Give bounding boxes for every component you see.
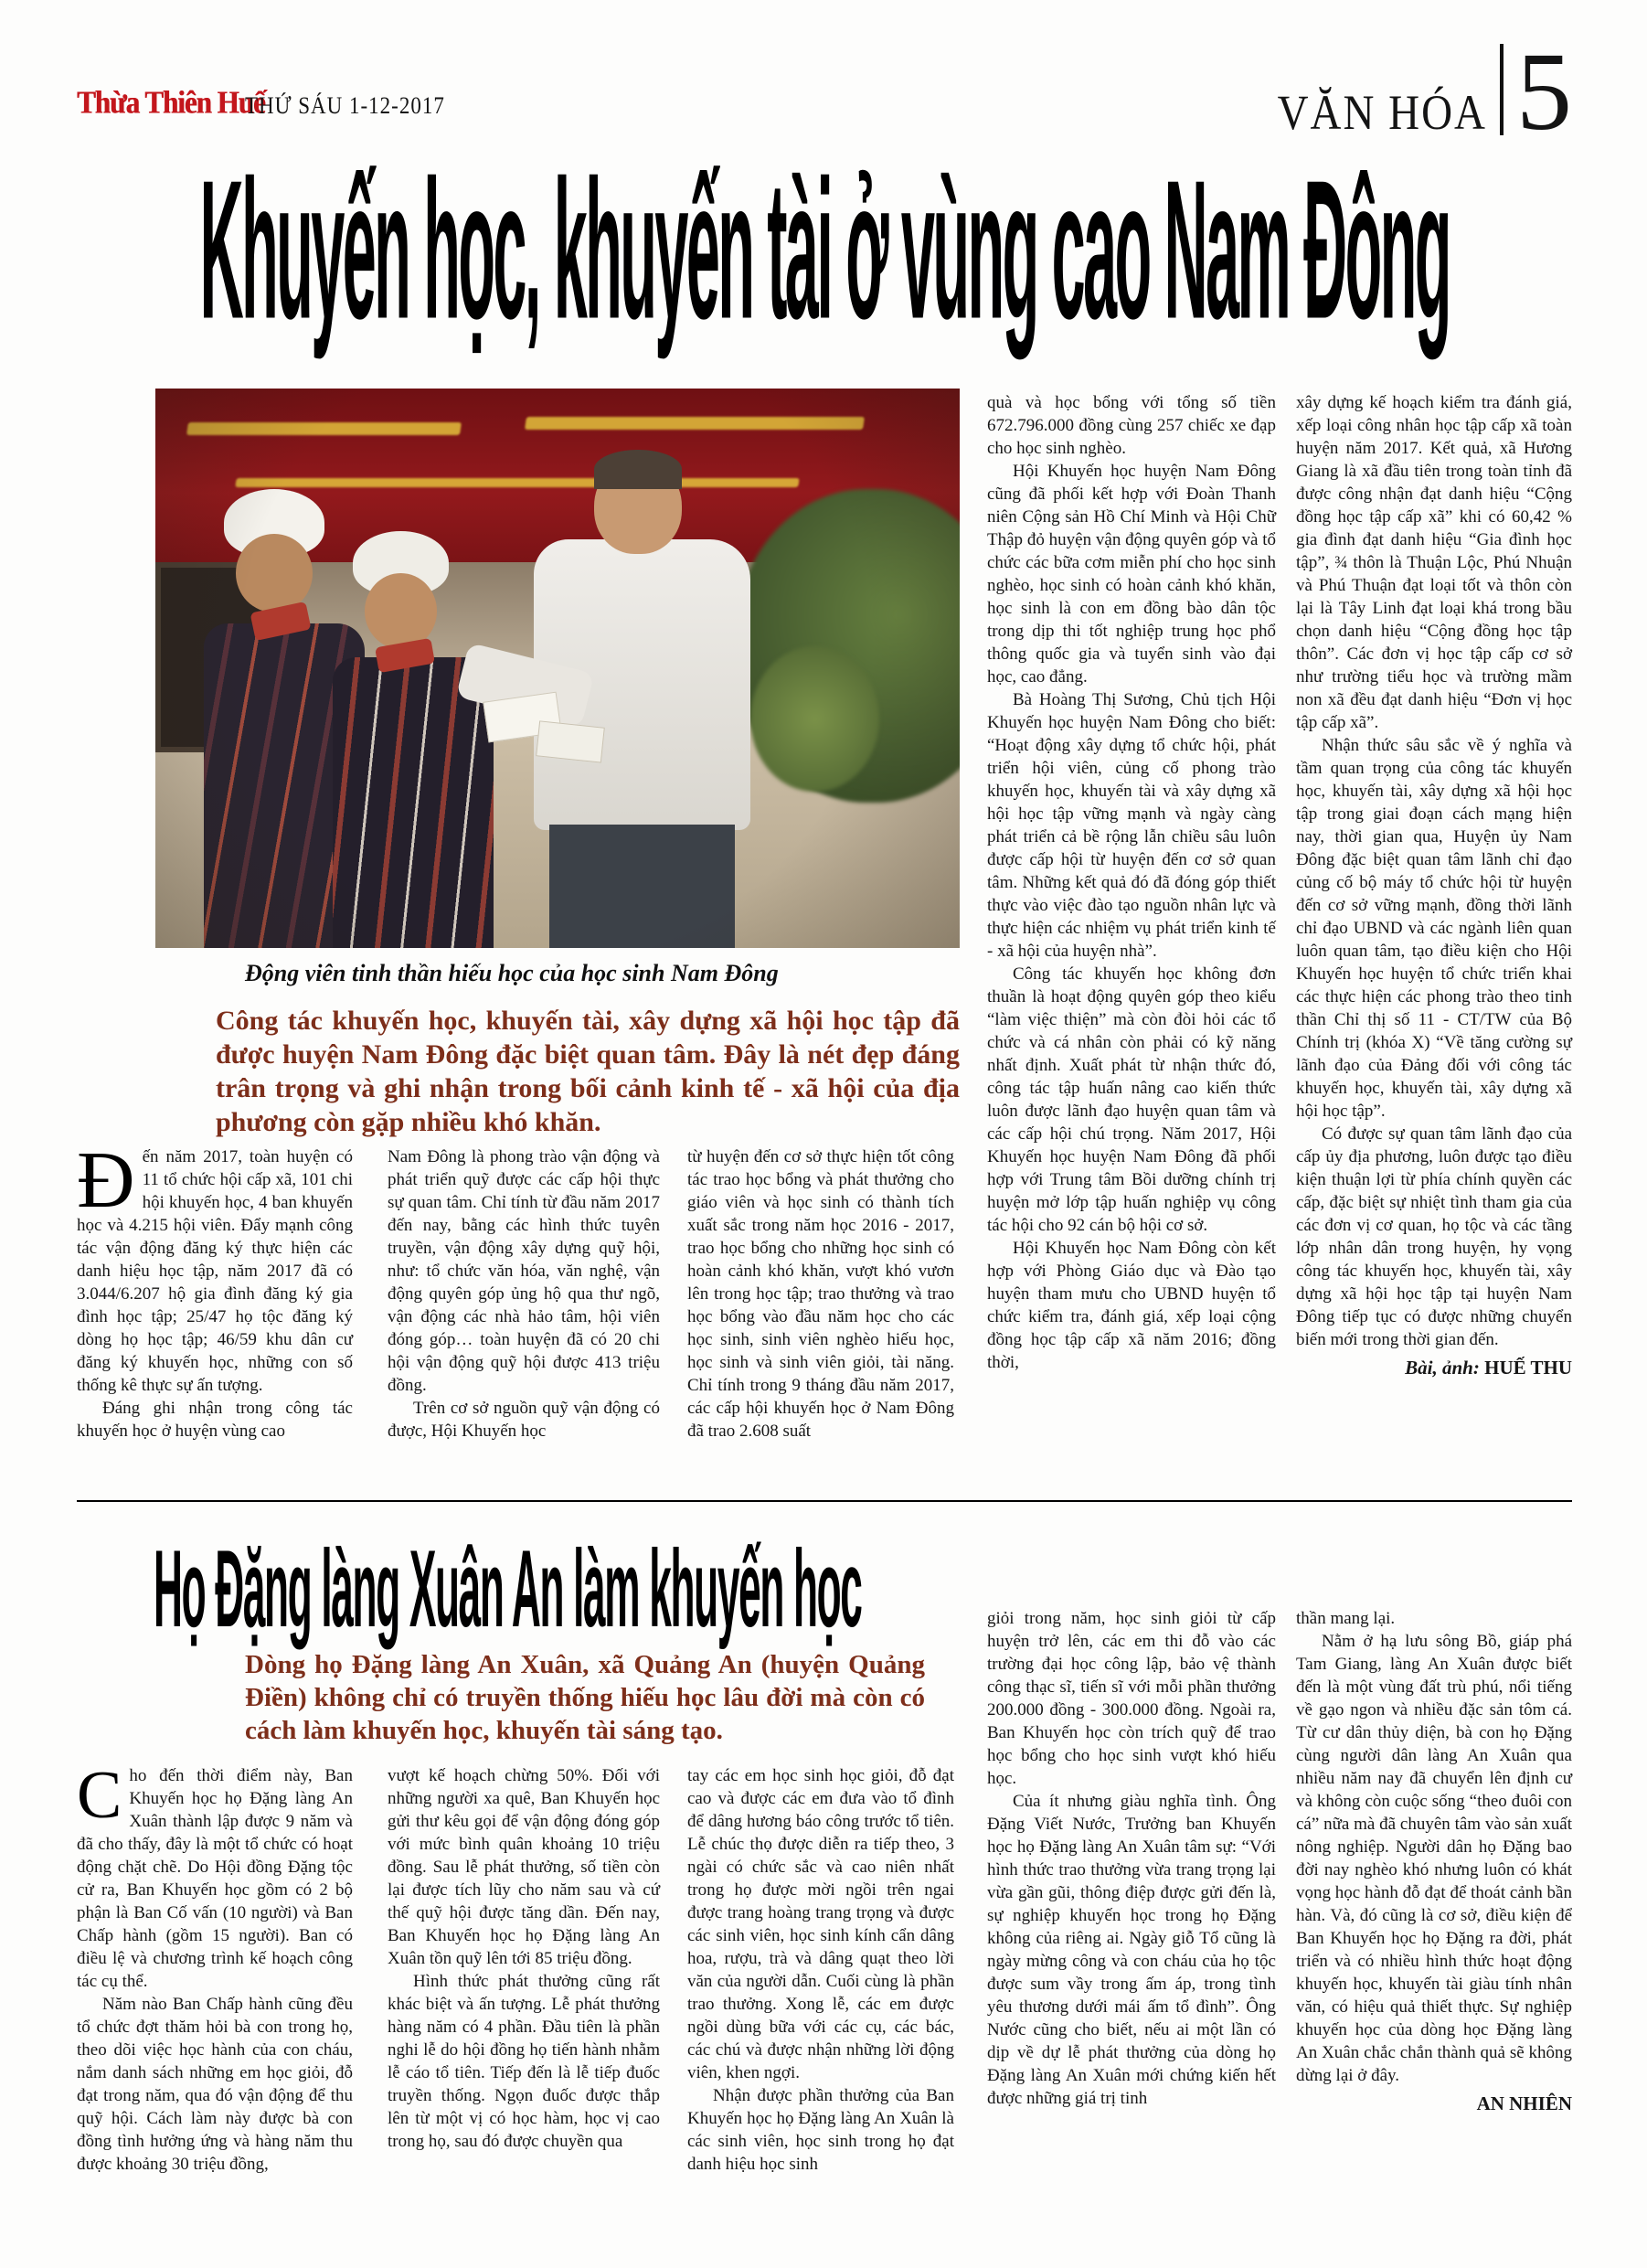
article1-column-2 <box>388 1145 660 1443</box>
paragraph: Nhận thức sâu sắc về ý nghĩa và tầm quan trọng của công tác khuyến học, khuyến tài, xây dựng xã hội học tập trong giai đoạn cách mạng hiện nay, thời gian qua, Huyện ủy Nam Đông đặc biệt quan tâm lãnh chỉ đạo củng cố bộ máy tổ chức hội từ huyện đến cơ sở vững mạnh, đồng thời lãnh chỉ đạo UBND và các ngành liên quan luôn quan tâm, tạo điều kiện cho Hội Khuyến học huyện tổ chức triển khai các thực hiện các phong trào theo tinh thần Chỉ thị số 11 - CT/TW của Bộ Chính trị (khóa X) “Về tăng cường sự lãnh đạo của Đảng đối với công tác khuyến học, khuyến tài, xây dựng xã hội học tập”. <box>1296 736 1572 1121</box>
paragraph: từ huyện đến cơ sở thực hiện tốt công tác trao học bổng và phát thưởng cho giáo viên và học sinh có thành tích xuất sắc trong năm học 2016 - 2017, trao học bổng cho những học sinh có hoàn cảnh khó khăn, vượt khó vươn lên trong học tập; trao thưởng và trao học bổng vào đầu năm học cho các học sinh, sinh viên nghèo hiếu học, học sinh và sinh viên giỏi, tài năng. Chỉ tính trong 9 tháng đầu năm 2017, các cấp hội khuyến học ở Nam Đông đã trao 2.608 suất <box>687 1147 954 1441</box>
paragraph: Cho đến thời điểm này, Ban Khuyến học họ Đặng làng An Xuân thành lập được 9 năm và đã cho thấy, đây là một tổ chức có hoạt động chặt chẽ. Do Hội đồng Đặng tộc cử ra, Ban Khuyến học gồm có 2 bộ phận là Ban Cố vấn (10 người) và Ban Chấp hành (gồm 15 người). Ban có điều lệ và chương trình kế hoạch công tác cụ thể. <box>77 1758 353 1991</box>
article1-column-4 <box>987 391 1276 1374</box>
paragraph: Có được sự quan tâm lãnh đạo của cấp ủy địa phương, luôn được tạo điều kiện thuận lợi từ phía chính quyền các cấp, đặc biệt sự nhiệt tình tham gia của các đơn vị cơ quan, họ tộc và các tầng lớp nhân dân trong huyện, hy vọng công tác khuyến học, khuyến tài, xây dựng xã hội học tập tại huyện Nam Đông tiếp tục có được những chuyển biến mới trong thời gian đến. <box>1296 1124 1572 1349</box>
paragraph: Bà Hoàng Thị Sương, Chủ tịch Hội Khuyến học huyện Nam Đông cho biết: “Hoạt động xây dựng tổ chức hội, phát triển hội viên, củng cố phong trào khuyến học, khuyến tài và xây dựng xã hội học tập vững mạnh và ngày càng phát triển cả bề rộng lẫn chiều sâu luôn được cấp hội từ huyện đến cơ sở quan tâm. Những kết quả đó đã đóng góp thiết thực vào việc đào tạo nguồn nhân lực và thực hiện các nhiệm vụ phát triển kinh tế - xã hội của huyện nhà”. <box>987 690 1276 961</box>
paragraph: Hội Khuyến học Nam Đông còn kết hợp với Phòng Giáo dục và Đào tạo huyện tham mưu cho UBND huyện tổ chức kiểm tra, đánh giá, xếp loại cộng đồng học tập cấp xã năm 2016; đồng thời, <box>987 1239 1276 1372</box>
byline-author: AN NHIÊN <box>1476 2092 1572 2114</box>
article2-column-2 <box>388 1764 660 2153</box>
paragraph: Nằm ở hạ lưu sông Bồ, giáp phá Tam Giang, làng An Xuân được biết đến là một vùng đất trù phú, nổi tiếng về gạo ngon và nhiều đặc sản tôm cá. Từ cư dân thủy diện, bà con họ Đặng cùng người dân làng An Xuân qua nhiều năm nay đã chuyển lên định cư và không còn cuộc sống “theo đuôi con cá” nữa mà đã chuyên tâm vào sản xuất nông nghiệp. Người dân họ Đặng bao đời nay nghèo khó nhưng luôn có khát vọng học hành đỗ đạt để thoát cảnh bần hàn. Và, đó cũng là cơ sở, điều kiện để Ban Khuyến học họ Đặng ra đời, phát triển và có nhiều hình thức hoạt động khuyến học, khuyến tài giàu tính nhân văn, có hiệu quả thiết thực. Sự nghiệp khuyến học của dòng học Đặng làng An Xuân chắc chắn thành quả sẽ không dừng lại ở đây. <box>1296 1632 1572 2085</box>
article1-column-3 <box>687 1145 954 1443</box>
paragraph: Nam Đông là phong trào vận động và phát triển quỹ được các cấp hội thực sự quan tâm. Chỉ tính từ đầu năm 2017 đến nay, bằng các hình thức tuyên truyền, vận động xây dựng quỹ hội, như: tổ chức văn hóa, văn nghệ, vận động quyên góp ủng hộ qua thư ngõ, vận động các nhà hảo tâm, hội viên đóng góp… toàn huyện đã có 20 chi hội vận động quỹ hội được 413 triệu đồng. <box>388 1147 660 1395</box>
paragraph: Trên cơ sở nguồn quỹ vận động có được, Hội Khuyến học <box>388 1399 660 1441</box>
section-header <box>1277 30 1572 154</box>
paragraph: Hình thức phát thưởng cũng rất khác biệt và ấn tượng. Lễ phát thưởng hàng năm có 4 phần. Đầu tiên là phần nghi lễ do hội đồng họ tiến hành nhằm lễ cáo tổ tiên. Tiếp đến là lễ tiếp đuốc truyền thống. Ngọn đuốc được thắp lên từ một vị có học hàm, học vị cao trong họ, sau đó được chuyền qua <box>388 1972 660 2151</box>
article2-headline: Họ Đặng làng Xuân An làm khuyến học <box>154 1526 862 1650</box>
article2-column-1 <box>77 1758 353 2176</box>
article1-column-1 <box>77 1136 353 1443</box>
drop-cap: C <box>77 1758 122 1833</box>
article2-column-5 <box>1296 1607 1572 2115</box>
article1-headline: Khuyến học, khuyến tài ở vùng cao Nam Đông <box>199 141 1450 362</box>
paragraph: Đến năm 2017, toàn huyện có 11 tổ chức hội cấp xã, 101 chi hội khuyến học, 4 ban khuyến học và 4.215 hội viên. Đẩy mạnh công tác vận động đăng ký thực hiện các danh hiệu học tập, năm 2017 đã có 3.044/6.207 hộ gia đình đăng ký gia đình học tập; 25/47 họ tộc đăng ký dòng họ học tập; 46/59 khu dân cư đăng ký khuyến học, những con số thống kê thực sự ấn tượng. <box>77 1136 353 1395</box>
news-photo <box>155 389 960 948</box>
paragraph: Của ít nhưng giàu nghĩa tình. Ông Đặng Viết Nước, Trưởng ban Khuyến học họ Đặng làng An Xuân tâm sự: “Với hình thức trao thưởng vừa trang trọng lại vừa gần gũi, thông điệp được gửi đến là, sự nghiệp khuyến học trong họ Đặng không của riêng ai. Ngày giỗ Tổ cũng là ngày mừng công và con cháu của họ tộc được sum vầy trong ấm áp, trong tình yêu thương dưới mái ấm tổ đình”. Ông Nước cũng cho biết, nếu ai một lần có dịp về dự lễ phát thưởng của dòng họ Đặng làng An Xuân mới chứng kiến hết được những giá trị tinh <box>987 1792 1276 2108</box>
paragraph: Nhận được phần thưởng của Ban Khuyến học họ Đặng làng An Xuân là các sinh viên, học sinh trong họ đạt danh hiệu học sinh <box>687 2086 954 2174</box>
article1-headline-wrap <box>77 139 1572 373</box>
article1-lead: Công tác khuyến học, khuyến tài, xây dựng xã hội học tập đã được huyện Nam Đông đặc biệt quan tâm. Đây là nét đẹp đáng trân trọng và ghi nhận trong bối cảnh kinh tế - xã hội của địa phương còn gặp nhiều khó khăn. <box>216 1006 960 1137</box>
article2-column-4 <box>987 1607 1276 2110</box>
byline-label: Bài, ảnh: <box>1405 1357 1480 1379</box>
paragraph: Hội Khuyến học huyện Nam Đông cũng đã phối kết hợp với Đoàn Thanh niên Cộng sản Hồ Chí Minh và Hội Chữ Thập đỏ huyện vận động quyên góp và tổ chức các bữa cơm miễn phí cho học sinh nghèo, học sinh có hoàn cảnh khó khăn, học sinh là con em đồng bào dân tộc trong dịp thi tốt nghiệp trung học phổ thông quốc gia và tuyển sinh vào đại học, cao đẳng. <box>987 462 1276 687</box>
paragraph: Công tác khuyến học không đơn thuần là hoạt động quyên góp theo kiểu “làm việc thiện” mà còn đòi hỏi các tổ chức và cá nhân còn phải có kỹ năng nhất định. Xuất phát từ nhận thức đó, công tác tập huấn nâng cao kiến thức luôn được lãnh đạo huyện quan tâm và các cấp hội chú trọng. Năm 2017, Hội Khuyến học huyện Nam Đông đã phối hợp với Trung tâm Bồi dưỡng chính trị huyện mở lớp tập huấn nghiệp vụ công tác hội cho 92 cán bộ hội cơ sở. <box>987 964 1276 1235</box>
byline-author: HUẾ THU <box>1484 1357 1572 1379</box>
photo-vignette <box>155 389 960 948</box>
photo-caption: Động viên tinh thần hiếu học của học sinh Nam Đông <box>245 960 779 986</box>
paragraph: Đáng ghi nhận trong công tác khuyến học ở huyện vùng cao <box>77 1399 353 1441</box>
article2-lead: Dòng họ Đặng làng An Xuân, xã Quảng An (huyện Quảng Điền) không chỉ có truyền thống hiếu học lâu đời mà còn có cách làm khuyến học, khuyến tài sáng tạo. <box>245 1650 925 1745</box>
paragraph: quà và học bổng với tổng số tiền 672.796.000 đồng cùng 257 chiếc xe đạp cho học sinh nghèo. <box>987 393 1276 458</box>
article-separator-rule <box>77 1500 1572 1502</box>
article2-byline <box>1296 2092 1572 2115</box>
section-title: VĂN HÓA <box>1277 85 1487 141</box>
section-divider-bar <box>1500 44 1504 135</box>
article1-column-5-text <box>1296 391 1572 1351</box>
paragraph: tay các em học sinh học giỏi, đỗ đạt cao và được các em đưa vào tổ đình để dâng hương báo công trước tổ tiên. Lễ chúc thọ được diễn ra tiếp theo, 3 ngài có chức sắc và cao niên nhất trong họ được mời ngồi trên ngai được trang hoàng trang trọng và được các sinh viên, học sinh kính cẩn dâng hoa, rượu, trà và dâng quạt theo lời văn của người dẫn. Cuối cùng là phần trao thưởng. Xong lễ, các em được ngồi dùng bữa với các cụ, các bác, các chú và được nhận những lời động viên, khen ngợi. <box>687 1766 954 2082</box>
paragraph: giỏi trong năm, học sinh giỏi từ cấp huyện trở lên, các em thi đỗ vào các trường đại học công lập, bảo vệ thành công thạc sĩ, tiến sĩ với mỗi phần thưởng 200.000 đồng - 300.000 đồng. Ngoài ra, Ban Khuyến học còn trích quỹ để trao học bổng cho học sinh vượt khó hiếu học. <box>987 1609 1276 1788</box>
edition-date: THỨ SÁU 1-12-2017 <box>245 92 445 119</box>
paragraph: Năm nào Ban Chấp hành cũng đều tổ chức đợt thăm hỏi bà con trong họ, theo dõi việc học hành của con cháu, nắm danh sách những em học giỏi, đỗ đạt trong năm, qua đó vận động để thu quỹ hội. Cách làm này được bà con đồng tình hưởng ứng và hàng năm thu được khoảng 30 triệu đồng, <box>77 1995 353 2174</box>
paragraph: vượt kế hoạch chừng 50%. Đối với những người xa quê, Ban Khuyến học gửi thư kêu gọi để vận động đóng góp với mức bình quân khoảng 10 triệu đồng. Sau lễ phát thưởng, số tiền còn lại được tích lũy cho năm sau và cứ thế quỹ hội được tăng dần. Đến nay, Ban Khuyến học họ Đặng làng An Xuân tồn quỹ lên tới 85 triệu đồng. <box>388 1766 660 1968</box>
article1-column-5 <box>1296 391 1572 1379</box>
masthead-logo: Thừa Thiên Huế <box>77 84 265 121</box>
drop-cap: Đ <box>77 1136 135 1225</box>
article2-column-3 <box>687 1764 954 2176</box>
paragraph: xây dựng kế hoạch kiểm tra đánh giá, xếp loại công nhân học tập cấp xã toàn huyện năm 2017. Kết quả, xã Hương Giang là xã đầu tiên trong toàn tỉnh đã được công nhận đạt danh hiệu “Cộng đồng học tập cấp xã” khi có 60,42 % gia đình đạt danh hiệu “Gia đình học tập”, ¾ thôn là Thuận Lộc, Phú Nhuận và Phú Thuận đạt loại tốt và thôn còn lại là Tây Linh đạt loại khá trong bầu chọn danh hiệu “Cộng đồng học tập thôn”. Các đơn vị học tập cấp cơ sở như trường tiểu học và trường mầm non xã đều đạt danh hiệu “Đơn vị học tập cấp xã”. <box>1296 393 1572 732</box>
paragraph: thần mang lại. <box>1296 1609 1396 1628</box>
article1-byline <box>1296 1357 1572 1379</box>
article2-column-5-text <box>1296 1607 1572 2087</box>
page-number: 5 <box>1516 30 1572 154</box>
